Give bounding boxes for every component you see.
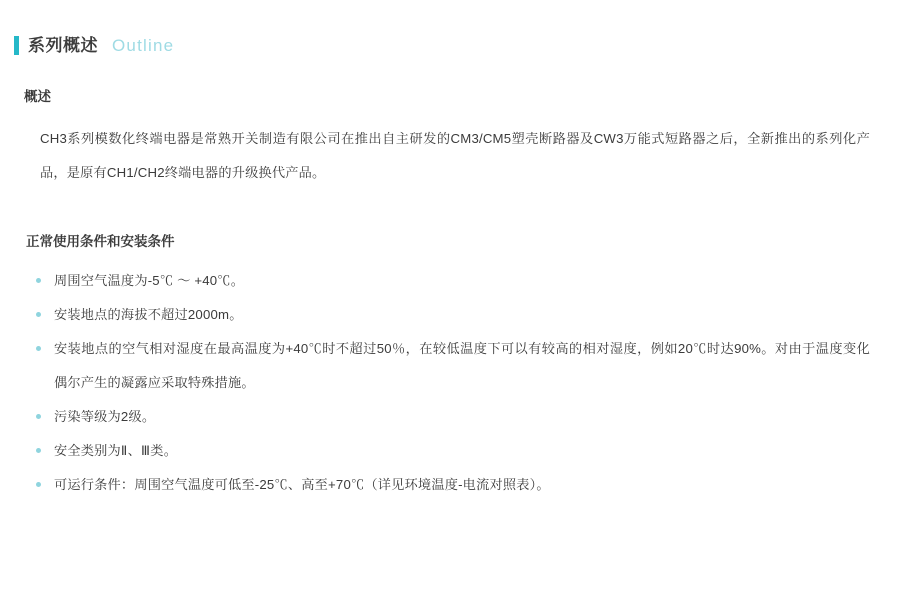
list-item	[36, 468, 870, 502]
section-title-chinese: 系列概述	[28, 36, 98, 55]
list-item	[36, 264, 870, 298]
bullet-dot-icon	[36, 448, 41, 453]
list-item	[36, 400, 870, 434]
list-item-text: 可运行条件：周围空气温度可低至-25℃、高至+70℃（详见环境温度-电流对照表）。	[54, 477, 550, 492]
section-header	[14, 36, 900, 55]
list-item	[36, 332, 870, 400]
list-item-text: 污染等级为2级。	[54, 409, 156, 424]
list-item-text: 安装地点的海拔不超过2000m。	[54, 307, 243, 322]
list-item	[36, 298, 870, 332]
conditions-heading: 正常使用条件和安装条件	[26, 234, 175, 249]
bullet-dot-icon	[36, 312, 41, 317]
list-item-text: 周围空气温度为-5℃ ～ +40℃。	[54, 273, 245, 288]
bullet-dot-icon	[36, 278, 41, 283]
bullet-dot-icon	[36, 346, 41, 351]
bullet-dot-icon	[36, 414, 41, 419]
list-item-text: 安装地点的空气相对湿度在最高温度为+40℃时不超过50％，在较低温度下可以有较高的相对湿度，例如20℃时达90%。对由于温度变化偶尔产生的凝露应采取特殊措施。	[54, 341, 870, 390]
list-item	[36, 434, 870, 468]
overview-heading: 概述	[24, 89, 51, 104]
list-item-text: 安全类别为Ⅱ、Ⅲ类。	[54, 443, 178, 458]
overview-paragraph: CH3系列模数化终端电器是常熟开关制造有限公司在推出自主研发的CM3/CM5塑壳断路器及CW3万能式短路器之后，全新推出的系列化产品，是原有CH1/CH2终端电器的升级换代产品。	[40, 131, 870, 180]
section-title-english: Outline	[112, 36, 175, 55]
conditions-list	[0, 264, 900, 502]
bullet-dot-icon	[36, 482, 41, 487]
accent-bar	[14, 36, 19, 55]
document-page	[0, 36, 900, 616]
